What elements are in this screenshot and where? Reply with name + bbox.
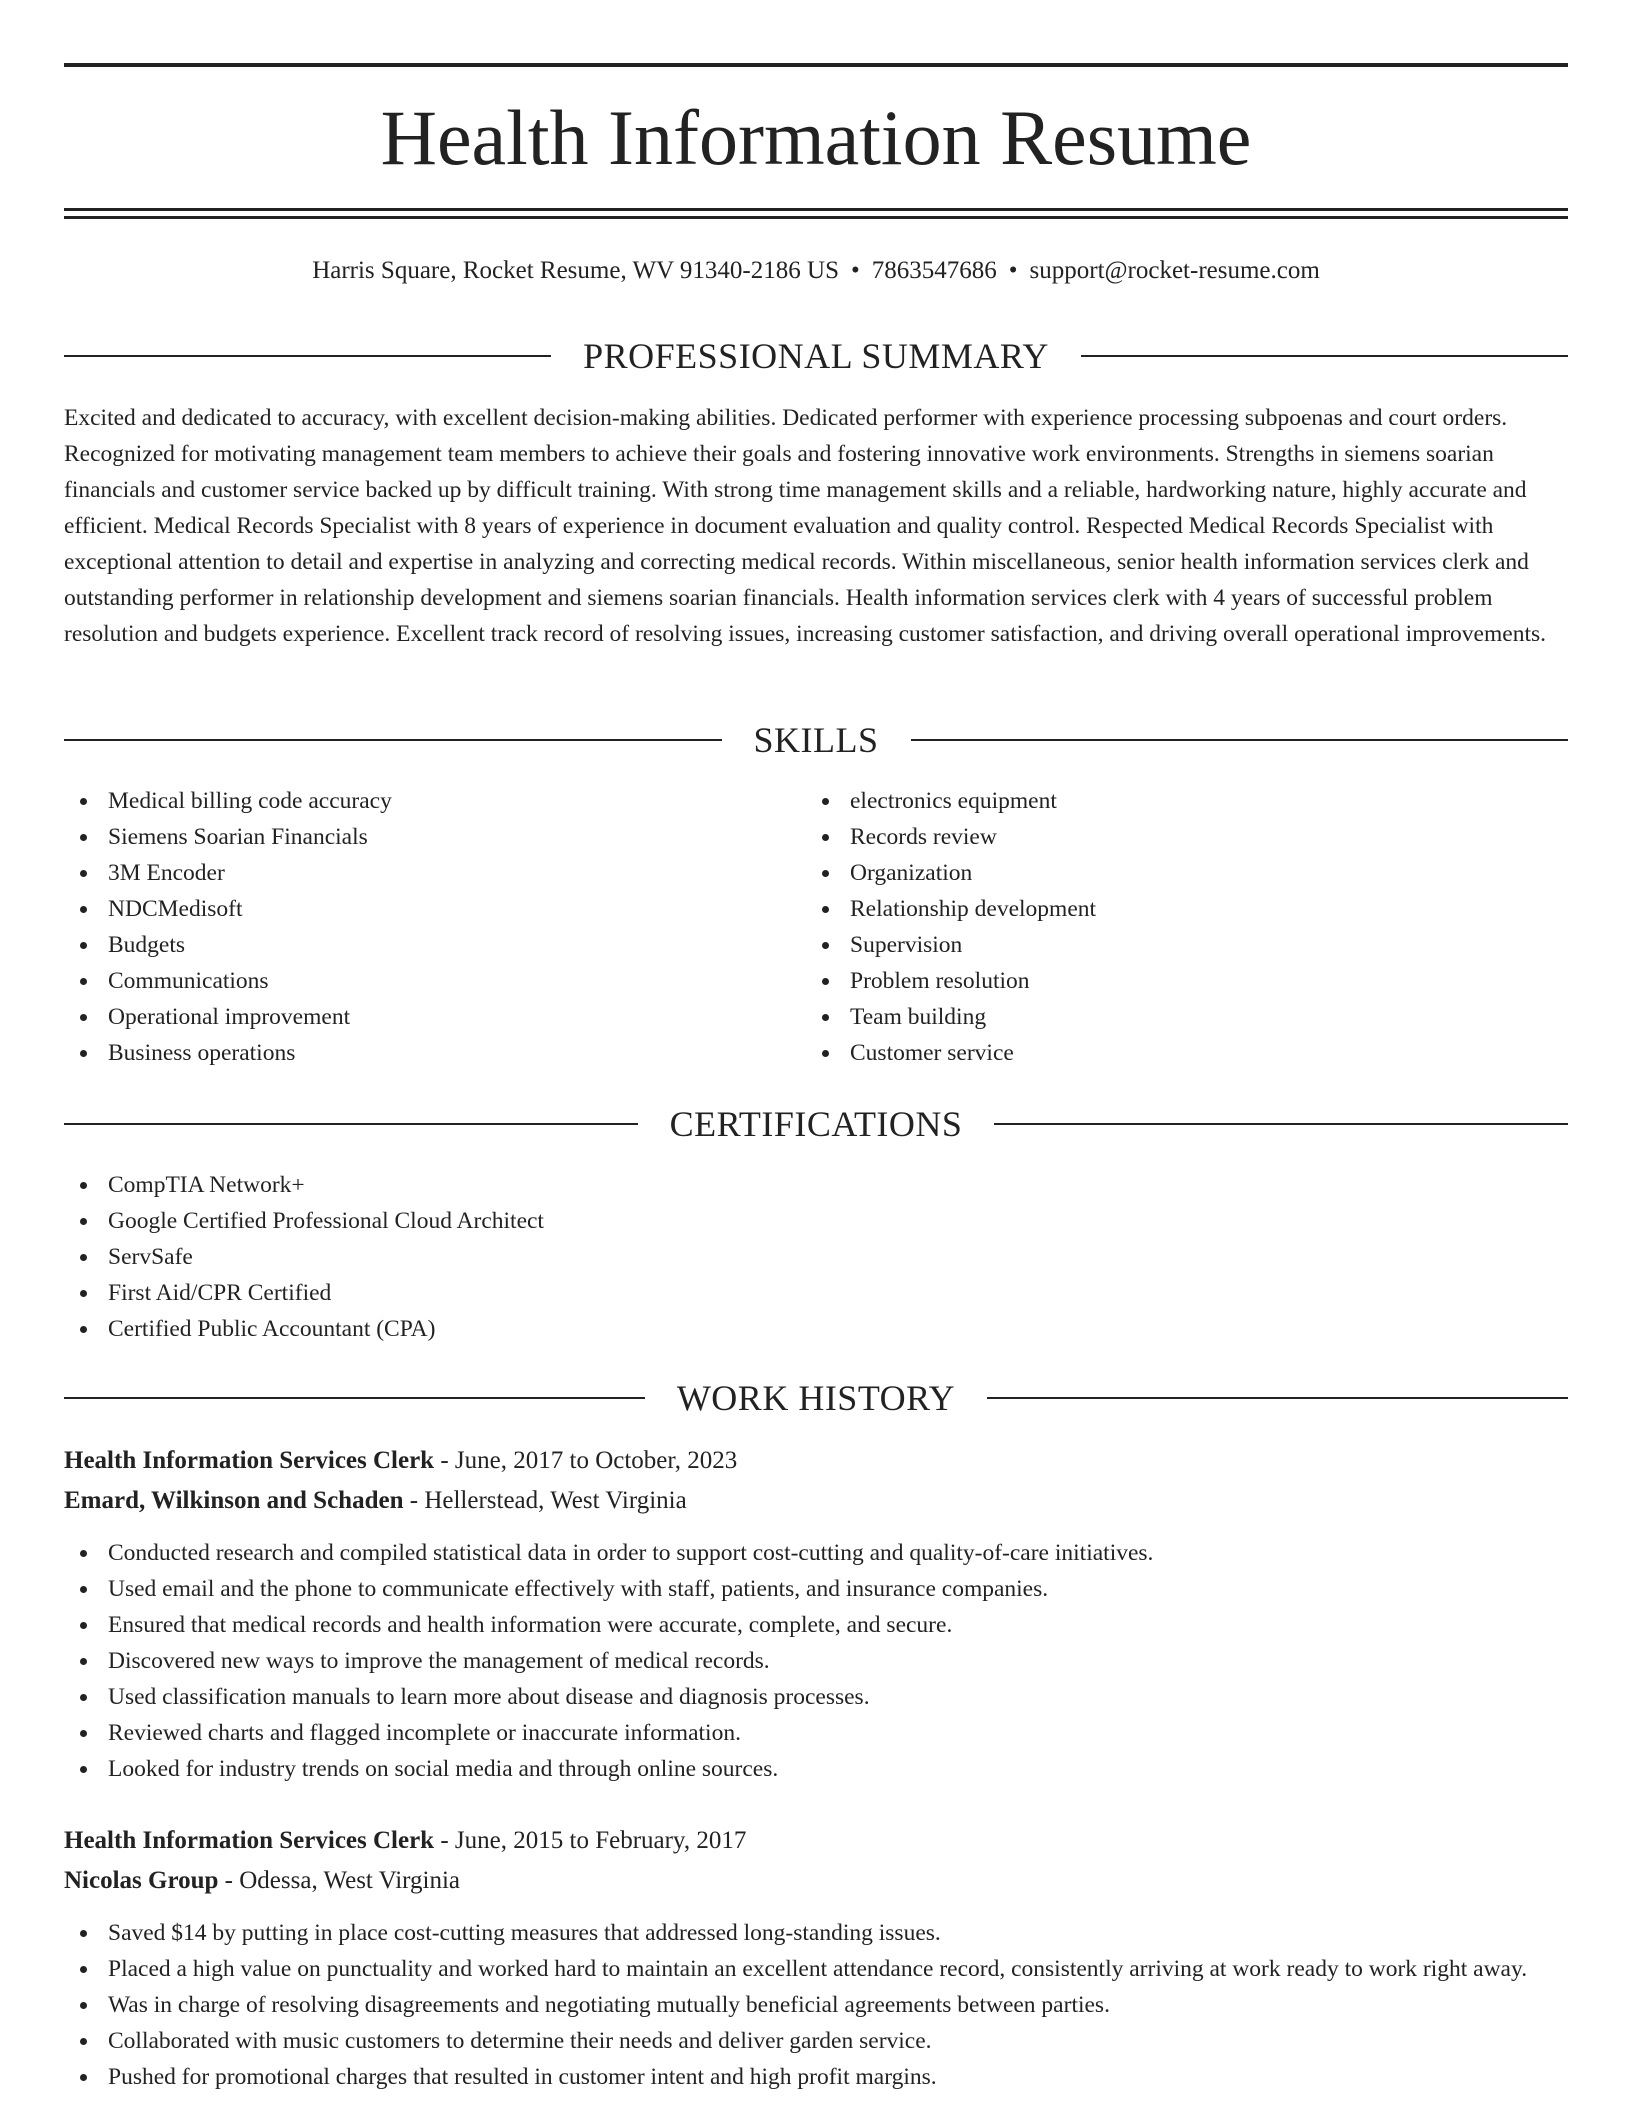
contact-line	[64, 253, 1568, 289]
job-bullet: Used email and the phone to communicate effectively with staff, patients, and insurance companies.	[64, 1571, 1568, 1607]
contact-separator: •	[850, 257, 860, 284]
certification-item: First Aid/CPR Certified	[64, 1275, 1568, 1311]
certifications-list	[64, 1167, 1568, 1347]
certification-item: Google Certified Professional Cloud Architect	[64, 1203, 1568, 1239]
skill-item: 3M Encoder	[64, 855, 804, 891]
job-title-line	[64, 1441, 1568, 1481]
skill-item: Communications	[64, 963, 804, 999]
job-responsibilities	[64, 1535, 1568, 1787]
certification-item: ServSafe	[64, 1239, 1568, 1275]
skills-list-left	[64, 783, 804, 1071]
job-bullet: Collaborated with music customers to determine their needs and deliver garden service.	[64, 2023, 1568, 2059]
job-company: Emard, Wilkinson and Schaden	[64, 1487, 404, 1514]
skill-item: electronics equipment	[806, 783, 1546, 819]
skill-item: Business operations	[64, 1035, 804, 1071]
certification-item: Certified Public Accountant (CPA)	[64, 1311, 1568, 1347]
section-title-work-history: WORK HISTORY	[676, 1378, 956, 1418]
job-bullet: Discovered new ways to improve the management of medical records.	[64, 1643, 1568, 1679]
job-dates: - June, 2015 to February, 2017	[434, 1827, 747, 1854]
job-bullet: Conducted research and compiled statistical data in order to support cost-cutting and quality-of-care initiatives.	[64, 1535, 1568, 1571]
certification-item: CompTIA Network+	[64, 1167, 1568, 1203]
job-company: Nicolas Group	[64, 1867, 219, 1894]
job-location: - Odessa, West Virginia	[218, 1867, 461, 1894]
job-company-line	[64, 1481, 1568, 1521]
section-title-summary: PROFESSIONAL SUMMARY	[583, 336, 1049, 376]
job-title: Health Information Services Clerk	[64, 1447, 435, 1474]
job-bullet: Reviewed charts and flagged incomplete or inaccurate information.	[64, 1715, 1568, 1751]
summary-text: Excited and dedicated to accuracy, with excellent decision-making abilities. Dedicated performer with experience processing subpoenas and court orders. Recognized for motivating management team members to achieve their goals and fostering innovative work environments. Strengths in siemens soarian financials and customer service backed up by difficult training. With strong time management skills and a reliable, hardworking nature, highly accurate and efficient. Medical Records Specialist with 8 years of experience in document evaluation and quality control. Respected Medical Records Specialist with exceptional attention to detail and expertise in analyzing and correcting medical records. Within miscellaneous, senior health information services clerk and outstanding performer in relationship development and siemens soarian financials. Health information services clerk with 4 years of successful problem resolution and budgets experience. Excellent track record of resolving issues, increasing customer satisfaction, and driving overall operational improvements.	[64, 405, 1546, 647]
skill-item: Operational improvement	[64, 999, 804, 1035]
section-title-skills: SKILLS	[753, 720, 879, 760]
job-location: - Hellerstead, West Virginia	[403, 1487, 687, 1514]
skill-item: Supervision	[806, 927, 1546, 963]
job-title: Health Information Services Clerk	[64, 1827, 435, 1854]
job-bullet: Pushed for promotional charges that resulted in customer intent and high profit margins.	[64, 2059, 1568, 2095]
resume-title: Health Information Resume	[380, 94, 1252, 181]
skills-list-right	[806, 783, 1546, 1071]
contact-phone: 7863547686	[871, 257, 997, 284]
skill-item: Customer service	[806, 1035, 1546, 1071]
section-rule	[911, 739, 1569, 741]
section-header-work-history	[64, 1376, 1568, 1420]
skill-item: Siemens Soarian Financials	[64, 819, 804, 855]
section-rule	[1081, 355, 1568, 357]
section-header-skills	[64, 718, 1568, 762]
section-rule	[64, 739, 722, 741]
title-rule-lower	[64, 216, 1568, 219]
job-bullet: Placed a high value on punctuality and worked hard to maintain an excellent attendance record, consistently arriving at work ready to work right away.	[64, 1951, 1568, 1987]
section-title-certifications: CERTIFICATIONS	[669, 1104, 963, 1144]
skill-item: Records review	[806, 819, 1546, 855]
skill-item: Medical billing code accuracy	[64, 783, 804, 819]
skill-item: Problem resolution	[806, 963, 1546, 999]
skill-item: Organization	[806, 855, 1546, 891]
section-header-summary	[64, 334, 1568, 378]
job-bullet: Ensured that medical records and health information were accurate, complete, and secure.	[64, 1607, 1568, 1643]
section-header-certifications	[64, 1102, 1568, 1146]
section-rule	[987, 1397, 1568, 1399]
job-company-line	[64, 1861, 1568, 1901]
section-rule	[64, 355, 551, 357]
title-rule-upper	[64, 208, 1568, 211]
skill-item: NDCMedisoft	[64, 891, 804, 927]
job-dates: - June, 2017 to October, 2023	[434, 1447, 738, 1474]
contact-email: support@rocket-resume.com	[1029, 257, 1320, 284]
contact-address: Harris Square, Rocket Resume, WV 91340-2186 US	[312, 257, 839, 284]
section-rule	[64, 1123, 638, 1125]
contact-separator: •	[1008, 257, 1018, 284]
job-title-line	[64, 1821, 1568, 1861]
skill-item: Team building	[806, 999, 1546, 1035]
job-bullet: Was in charge of resolving disagreements and negotiating mutually beneficial agreements between parties.	[64, 1987, 1568, 2023]
job-bullet: Used classification manuals to learn more about disease and diagnosis processes.	[64, 1679, 1568, 1715]
top-rule	[64, 63, 1568, 67]
skill-item: Relationship development	[806, 891, 1546, 927]
job-bullet: Looked for industry trends on social media and through online sources.	[64, 1751, 1568, 1787]
job-responsibilities	[64, 1915, 1568, 2095]
job-bullet: Saved $14 by putting in place cost-cutting measures that addressed long-standing issues.	[64, 1915, 1568, 1951]
section-rule	[64, 1397, 645, 1399]
section-rule	[994, 1123, 1568, 1125]
skill-item: Budgets	[64, 927, 804, 963]
